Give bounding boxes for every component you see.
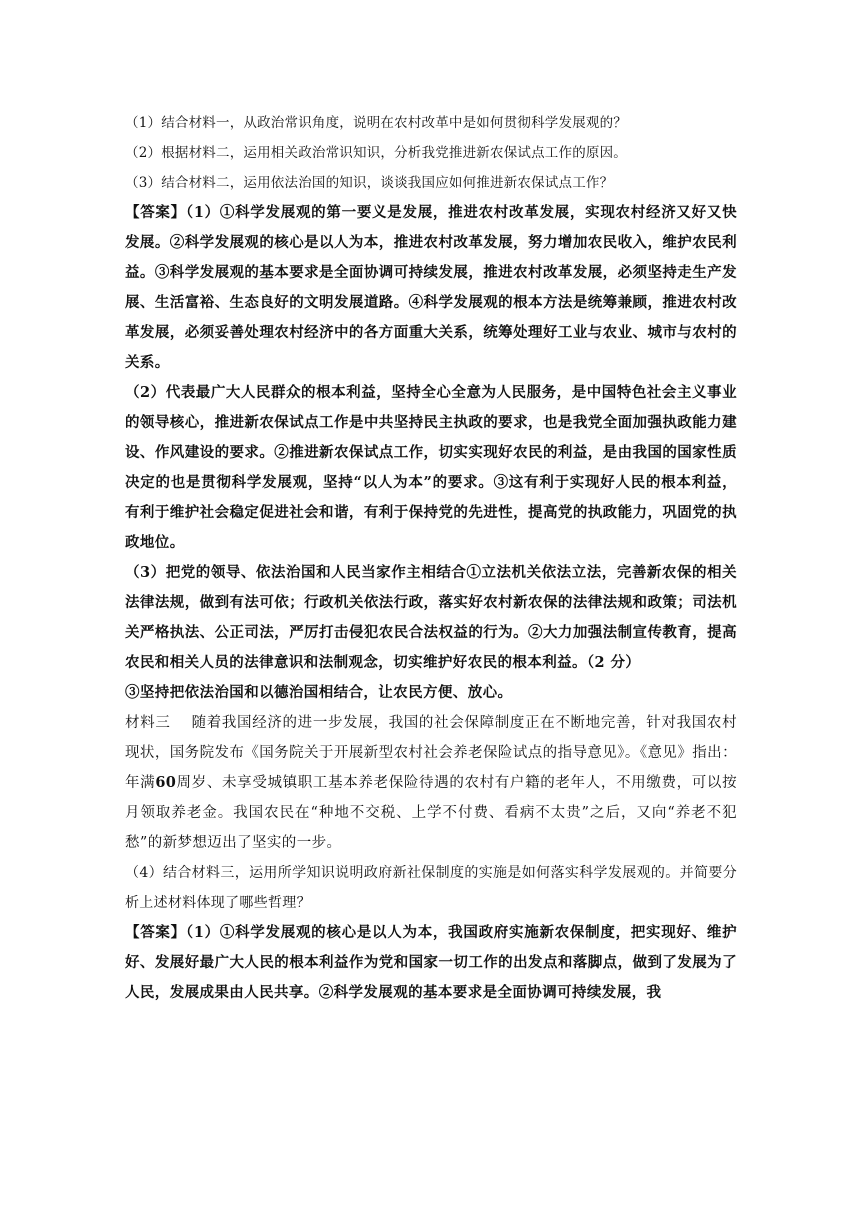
answer-3-tail: ③坚持把依法治国和以德治国相结合，让农民方便、放心。 [125, 684, 513, 701]
answer-2: （2）代表最广大人民群众的根本利益，坚持全心全意为人民服务，是中国特色社会主义事业的领导核心，推进新农保试点工作是中共坚持民主执政的要求，也是我党全面加强执政能力建设、作风建设的要求。②推进新农保试点工作，切实实现好农民的利益，是由我国的国家性质决定的也是贯彻科学发展观，坚持“以人为本”的要求。③这有利于实现好人民的根本利益，有利于维护社会稳定促进社会和谐，有利于保持党的先进性，提高党的执政能力，巩固党的执政地位。 [125, 384, 737, 551]
answer-1 [125, 198, 737, 378]
answer-3 [125, 558, 737, 708]
answer-label: 【答案】 [125, 204, 186, 221]
material-3-text-b: 周岁、未享受城镇职工基本养老保险待遇的农村有户籍的老年人，不用缴费，可以按月领取养老金。我国农民在“种地不交税、上学不付费、看病不太贵”之后，又向“养老不犯愁”的新梦想迈出了坚实的一步。 [125, 775, 737, 851]
material-3-age: 60 [155, 774, 177, 791]
material-3-label: 材料三 [125, 715, 171, 731]
material-3 [125, 708, 737, 858]
answer-4-text: （1）①科学发展观的核心是以人为本，我国政府实施新农保制度，把实现好、维护好、发展好最广大人民的根本利益作为党和国家一切工作的出发点和落脚点，做到了发展为了人民，发展成果由人民共享。②科学发展观的基本要求是全面协调可持续发展，我 [125, 924, 737, 1001]
question-3: （3）结合材料二，运用依法治国的知识，谈谈我国应如何推进新农保试点工作？ [125, 175, 614, 191]
answer-label: 【答案】 [125, 924, 186, 941]
answer-1-text: （1）①科学发展观的第一要义是发展，推进农村改革发展，实现农村经济又好又快发展。②科学发展观的核心是以人为本，推进农村改革发展，努力增加农民收入，维护农民利益。③科学发展观的基本要求是全面协调可持续发展，推进农村改革发展，必须坚持走生产发展、生活富裕、生态良好的文明发展道路。④科学发展观的根本方法是统筹兼顾，推进农村改革发展，必须妥善处理农村经济中的各方面重大关系，统筹处理好工业与农业、城市与农村的关系。 [125, 204, 737, 371]
answer-4 [125, 918, 737, 1008]
question-4: （4）结合材料三，运用所学知识说明政府新社保制度的实施是如何落实科学发展观的。并简要分析上述材料体现了哪些哲理？ [125, 865, 737, 911]
answer-3-text: （3）把党的领导、依法治国和人民当家作主相结合①立法机关依法立法，完善新农保的相关法律法规，做到有法可依；行政机关依法行政，落实好农村新农保的法律法规和政策；司法机关严格执法、公正司法，严厉打击侵犯农民合法权益的行为。②大力加强法制宣传教育，提高农民和相关人员的法律意识和法制观念，切实维护好农民的根本利益。 [125, 564, 737, 671]
material-3-text-a: 随着我国经济的进一步发展，我国的社会保障制度正在不断地完善，针对我国农村现状，国务院发布《国务院关于开展新型农村社会养老保险试点的指导意见》。《意见》指出：年满 [125, 715, 737, 791]
question-2: （2）根据材料二，运用相关政治常识知识，分析我党推进新农保试点工作的原因。 [125, 145, 627, 161]
question-1: （1）结合材料一，从政治常识角度，说明在农村改革中是如何贯彻科学发展观的？ [125, 115, 627, 131]
document-page [125, 108, 737, 1008]
answer-3-score: （2 分） [586, 654, 641, 671]
